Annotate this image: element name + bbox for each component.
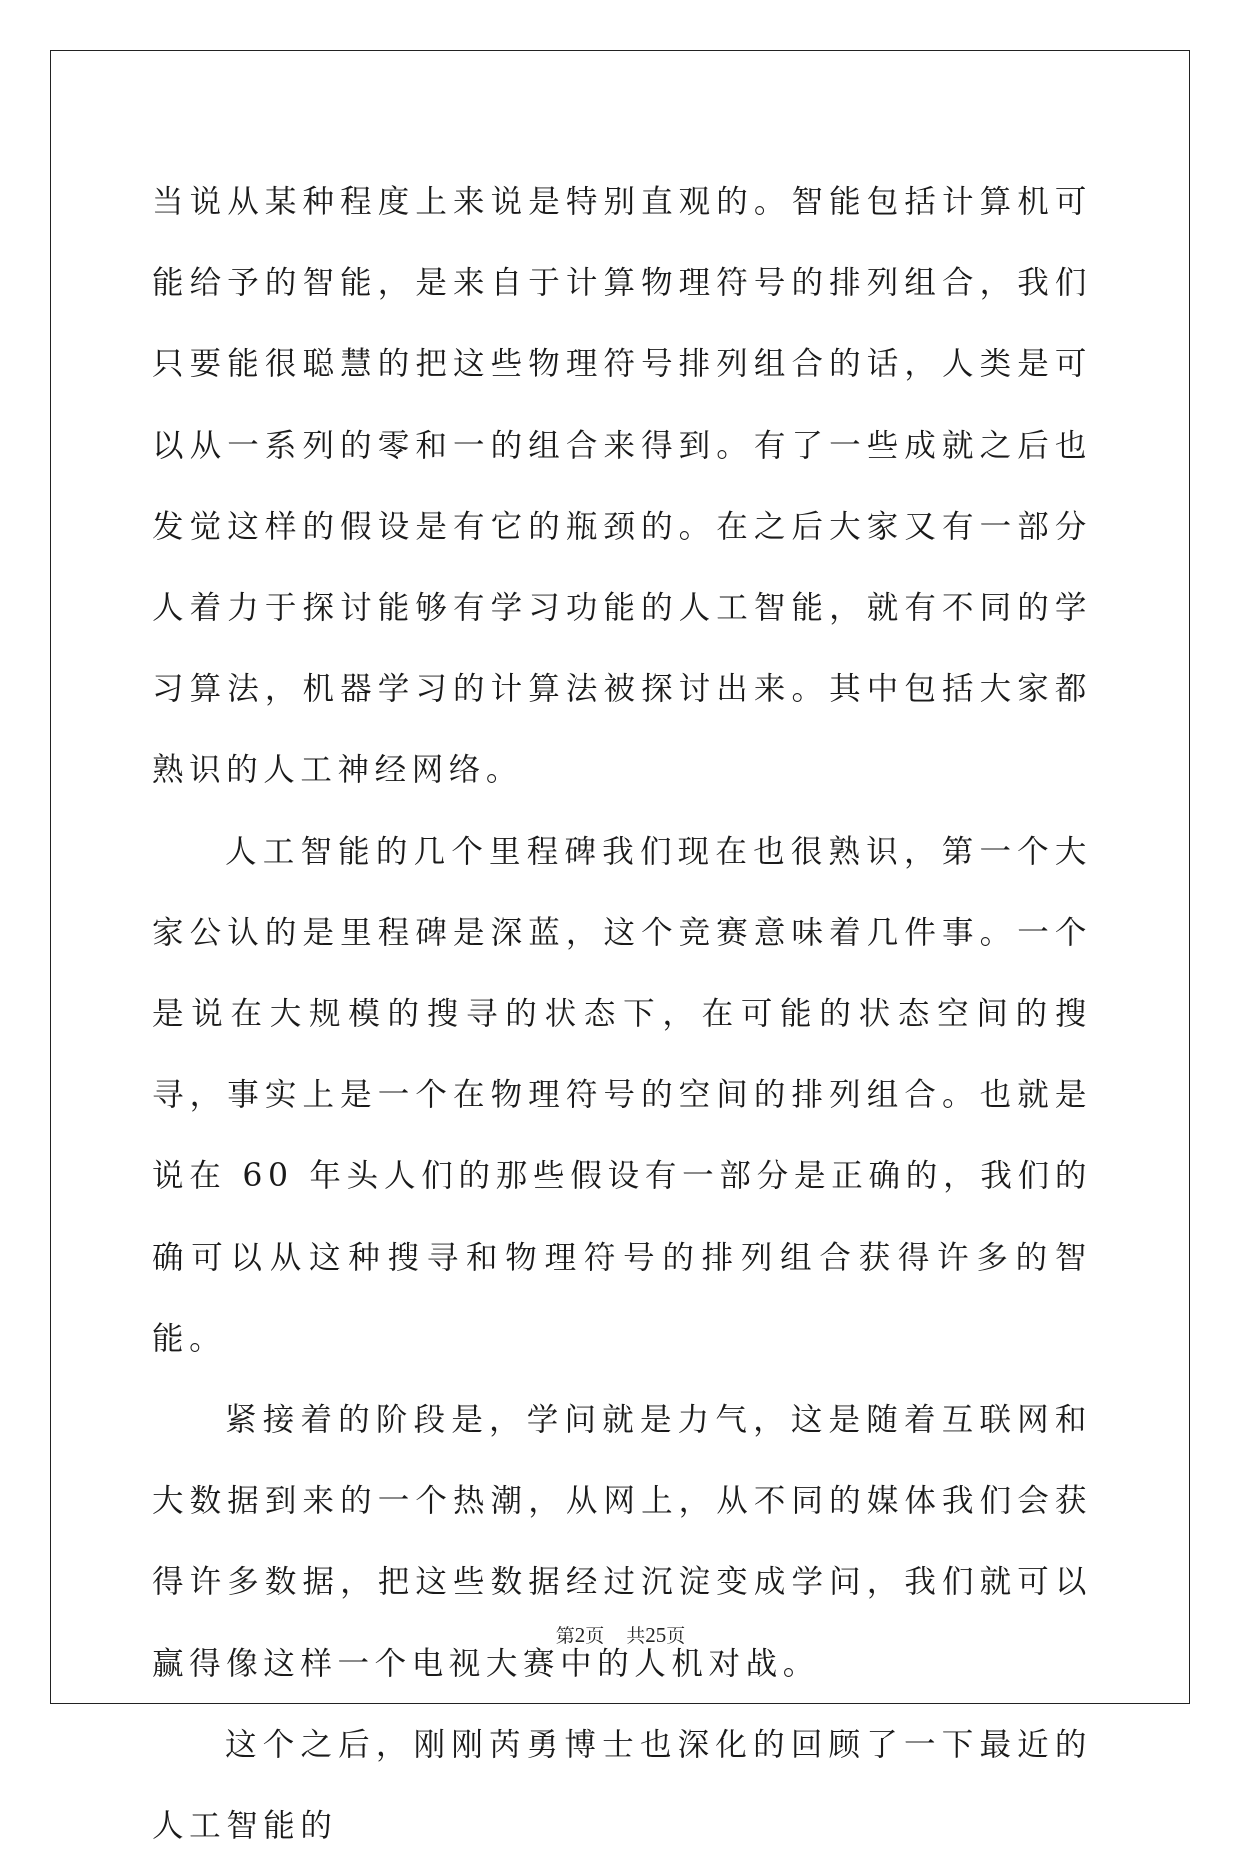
paragraph-2: 人工智能的几个里程碑我们现在也很熟识，第一个大家公认的是里程碑是深蓝，这个竞赛意味着几件事。一个是说在大规模的搜寻的状态下，在可能的状态空间的搜寻，事实上是一个在物理符号的空间的排列组合。也就是说在 60 年头人们的那些假设有一部分是正确的，我们的确可以从这种搜寻和物理符号的排列组合获得许多的智能。 xyxy=(152,833,1092,1357)
paragraph-3: 紧接着的阶段是，学问就是力气，这是随着互联网和大数据到来的一个热潮，从网上，从不同的媒体我们会获得许多数据，把这些数据经过沉淀变成学问，我们就可以赢得像这样一个电视大赛中的人机对战。 xyxy=(152,1402,1092,1682)
paragraph-1: 当说从某种程度上来说是特别直观的。智能包括计算机可能给予的智能，是来自于计算物理符号的排列组合，我们只要能很聪慧的把这些物理符号排列组合的话，人类是可以从一系列的零和一的组合来得到。有了一些成就之后也发觉这样的假设是有它的瓶颈的。在之后大家又有一部分人着力于探讨能够有学习功能的人工智能，就有不同的学习算法，机器学习的计算法被探讨出来。其中包括大家都熟识的人工神经网络。 xyxy=(152,184,1092,789)
total-pages: 25 xyxy=(645,1623,667,1647)
total-suffix: 页 xyxy=(666,1625,686,1647)
page-suffix: 页 xyxy=(585,1625,605,1647)
page-footer xyxy=(0,1623,1241,1648)
paragraph-4: 这个之后，刚刚芮勇博士也深化的回顾了一下最近的人工智能的 xyxy=(152,1726,1092,1845)
page-number: 2 xyxy=(574,1623,586,1647)
total-prefix: 共 xyxy=(626,1625,646,1647)
page-prefix: 第 xyxy=(555,1625,575,1647)
document-body xyxy=(152,162,1092,1867)
